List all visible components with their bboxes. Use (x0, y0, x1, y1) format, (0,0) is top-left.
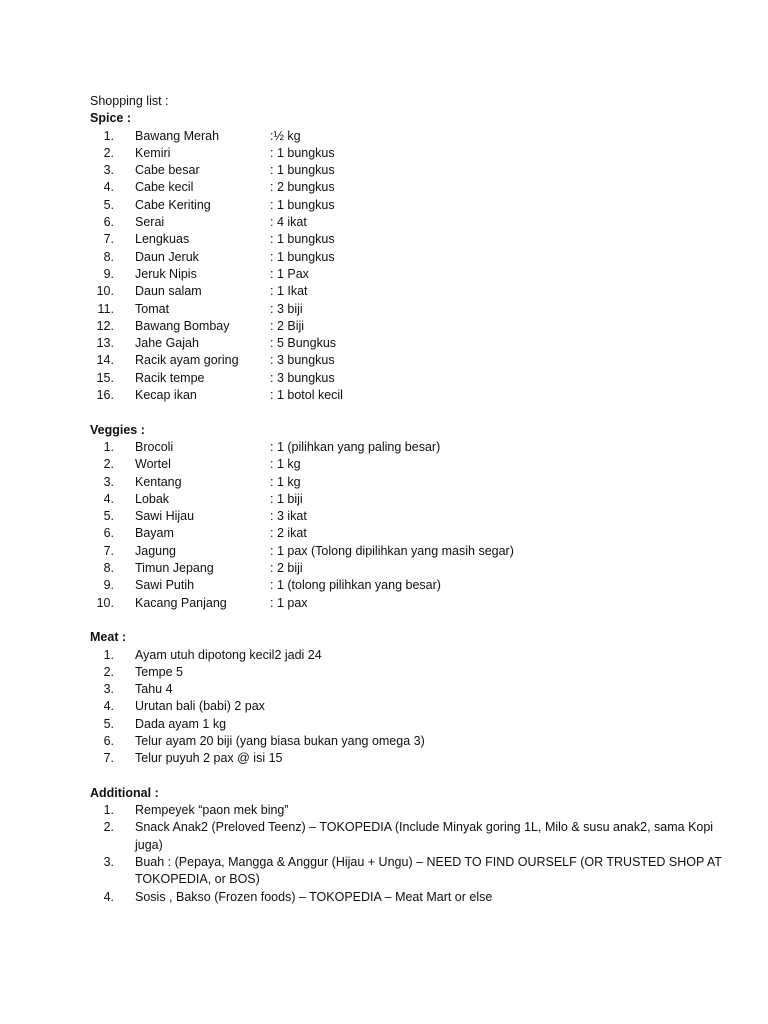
item-quantity: : 1 pax (270, 595, 308, 610)
item-name: Kemiri (135, 145, 171, 160)
list-item (90, 145, 750, 162)
item-number: 6. (103, 215, 114, 230)
item-name: Lobak (135, 491, 170, 506)
item-name: Sawi Hijau (135, 509, 195, 524)
item-name: Daun Jeruk (135, 249, 199, 264)
item-number: 5. (103, 509, 114, 524)
list-item (90, 283, 750, 300)
item-name: Daun salam (135, 284, 202, 299)
item-quantity: : 1 (pilihkan yang paling besar) (270, 439, 441, 454)
item-number: 5. (103, 197, 114, 212)
item-name: Timun Jepang (135, 561, 214, 576)
veggies-list (90, 439, 750, 612)
list-item (90, 802, 750, 819)
item-number: 2. (103, 664, 114, 679)
item-number: 4. (103, 699, 114, 714)
item-number: 15. (96, 370, 114, 385)
item-name: Sawi Putih (135, 578, 195, 593)
shopping-list (90, 93, 750, 906)
item-number: 1. (103, 803, 114, 818)
item-quantity: : 1 biji (270, 491, 303, 506)
item-text: Telur puyuh 2 pax @ isi 15 (135, 751, 283, 766)
list-item (90, 664, 750, 681)
list-item (90, 577, 750, 594)
item-number: 4. (103, 889, 114, 904)
item-quantity: : 3 ikat (270, 509, 307, 524)
item-quantity: : 1 kg (270, 457, 301, 472)
item-quantity: : 1 (tolong pilihkan yang besar) (270, 578, 441, 593)
item-number: 5. (103, 716, 114, 731)
item-name: Bayam (135, 526, 174, 541)
item-name: Kecap ikan (135, 388, 197, 403)
item-text: Urutan bali (babi) 2 pax (135, 699, 265, 714)
item-number: 11. (97, 301, 114, 316)
section-heading-additional: Additional : (90, 785, 159, 800)
item-name: Jagung (135, 543, 177, 558)
item-name: Cabe Keriting (135, 197, 211, 212)
item-number: 2. (103, 457, 114, 472)
list-item (90, 889, 750, 906)
item-text: Ayam utuh dipotong kecil2 jadi 24 (135, 647, 322, 662)
section-spacer (90, 768, 750, 785)
item-name: Wortel (135, 457, 171, 472)
list-item (90, 819, 750, 854)
item-number: 3. (103, 682, 114, 697)
item-quantity: : 1 pax (Tolong dipilihkan yang masih segar) (270, 543, 514, 558)
item-name: Cabe kecil (135, 180, 194, 195)
item-quantity: : 4 ikat (270, 215, 307, 230)
item-number: 7. (103, 232, 114, 247)
item-number: 3. (103, 855, 114, 870)
item-number: 6. (103, 733, 114, 748)
list-item (90, 560, 750, 577)
item-number: 1. (103, 439, 114, 454)
item-name: Tomat (135, 301, 170, 316)
item-quantity: : 1 Pax (270, 266, 309, 281)
list-item (90, 698, 750, 715)
item-number: 12. (96, 318, 114, 333)
list-item (90, 750, 750, 767)
list-item (90, 335, 750, 352)
item-number: 8. (103, 561, 114, 576)
item-number: 4. (103, 491, 114, 506)
item-number: 2. (103, 820, 114, 835)
item-number: 7. (103, 751, 114, 766)
item-quantity: : 2 biji (270, 561, 303, 576)
item-name: Racik tempe (135, 370, 205, 385)
list-item (90, 456, 750, 473)
section-heading-spice: Spice : (90, 111, 131, 126)
list-item (90, 249, 750, 266)
list-item (90, 439, 750, 456)
item-name: Racik ayam goring (135, 353, 239, 368)
section-spacer (90, 404, 750, 421)
list-item (90, 491, 750, 508)
item-quantity: : 1 Ikat (270, 284, 308, 299)
item-text: Dada ayam 1 kg (135, 716, 227, 731)
item-number: 10. (96, 284, 114, 299)
item-number: 6. (103, 526, 114, 541)
item-name: Serai (135, 215, 165, 230)
item-text: Buah : (Pepaya, Mangga & Anggur (Hijau + Ungu) – NEED TO FIND OURSELF (OR TRUSTED SHOP AT TOKOPEDIA, or BOS) (135, 855, 722, 887)
list-item (90, 266, 750, 283)
list-item (90, 647, 750, 664)
item-name: Lengkuas (135, 232, 190, 247)
item-name: Kacang Panjang (135, 595, 227, 610)
item-name: Jahe Gajah (135, 336, 199, 351)
item-quantity: : 1 bungkus (270, 163, 335, 178)
item-number: 8. (103, 249, 114, 264)
list-item (90, 681, 750, 698)
section-heading-veggies: Veggies : (90, 422, 145, 437)
item-quantity: : 2 ikat (270, 526, 307, 541)
list-item (90, 525, 750, 542)
item-quantity: : 5 Bungkus (270, 336, 337, 351)
section-spacer (90, 612, 750, 629)
item-name: Cabe besar (135, 163, 200, 178)
item-name: Bawang Bombay (135, 318, 230, 333)
section-heading-meat: Meat : (90, 630, 127, 645)
item-number: 4. (103, 180, 114, 195)
item-quantity: :½ kg (270, 128, 301, 143)
spice-list (90, 128, 750, 405)
item-number: 7. (103, 543, 114, 558)
item-quantity: : 1 kg (270, 474, 301, 489)
item-quantity: : 1 bungkus (270, 197, 335, 212)
item-quantity: : 3 biji (270, 301, 303, 316)
list-item (90, 179, 750, 196)
list-item (90, 387, 750, 404)
document-title: Shopping list : (90, 94, 169, 108)
list-item (90, 716, 750, 733)
item-number: 3. (103, 163, 114, 178)
item-name: Bawang Merah (135, 128, 220, 143)
list-item (90, 370, 750, 387)
meat-list (90, 647, 750, 768)
list-item (90, 508, 750, 525)
item-text: Snack Anak2 (Preloved Teenz) – TOKOPEDIA (Include Minyak goring 1L, Milo & susu anak2, sama Kopi juga) (135, 820, 714, 852)
list-item (90, 197, 750, 214)
item-number: 9. (103, 266, 114, 281)
item-text: Sosis , Bakso (Frozen foods) – TOKOPEDIA – Meat Mart or else (135, 889, 493, 904)
list-item (90, 162, 750, 179)
item-number: 14. (96, 353, 114, 368)
item-number: 1. (103, 647, 114, 662)
list-item (90, 214, 750, 231)
list-item (90, 318, 750, 335)
item-quantity: : 1 botol kecil (270, 388, 343, 403)
additional-list (90, 802, 750, 906)
item-text: Telur ayam 20 biji (yang biasa bukan yang omega 3) (135, 733, 425, 748)
item-quantity: : 2 Biji (270, 318, 305, 333)
list-item (90, 854, 750, 889)
item-quantity: : 3 bungkus (270, 370, 335, 385)
list-item (90, 128, 750, 145)
item-number: 10. (96, 595, 114, 610)
list-item (90, 231, 750, 248)
item-text: Rempeyek “paon mek bing” (135, 803, 289, 818)
item-number: 13. (96, 336, 114, 351)
list-item (90, 733, 750, 750)
item-quantity: : 2 bungkus (270, 180, 335, 195)
item-number: 9. (103, 578, 114, 593)
item-text: Tempe 5 (135, 664, 183, 679)
item-quantity: : 3 bungkus (270, 353, 335, 368)
item-name: Jeruk Nipis (135, 266, 197, 281)
item-text: Tahu 4 (135, 682, 173, 697)
list-item (90, 474, 750, 491)
item-quantity: : 1 bungkus (270, 232, 335, 247)
list-item (90, 301, 750, 318)
item-name: Brocoli (135, 439, 174, 454)
item-number: 16. (96, 388, 114, 403)
item-number: 1. (103, 128, 114, 143)
item-number: 2. (103, 145, 114, 160)
item-name: Kentang (135, 474, 182, 489)
item-number: 3. (103, 474, 114, 489)
item-quantity: : 1 bungkus (270, 145, 335, 160)
list-item (90, 352, 750, 369)
list-item (90, 543, 750, 560)
item-quantity: : 1 bungkus (270, 249, 335, 264)
list-item (90, 595, 750, 612)
